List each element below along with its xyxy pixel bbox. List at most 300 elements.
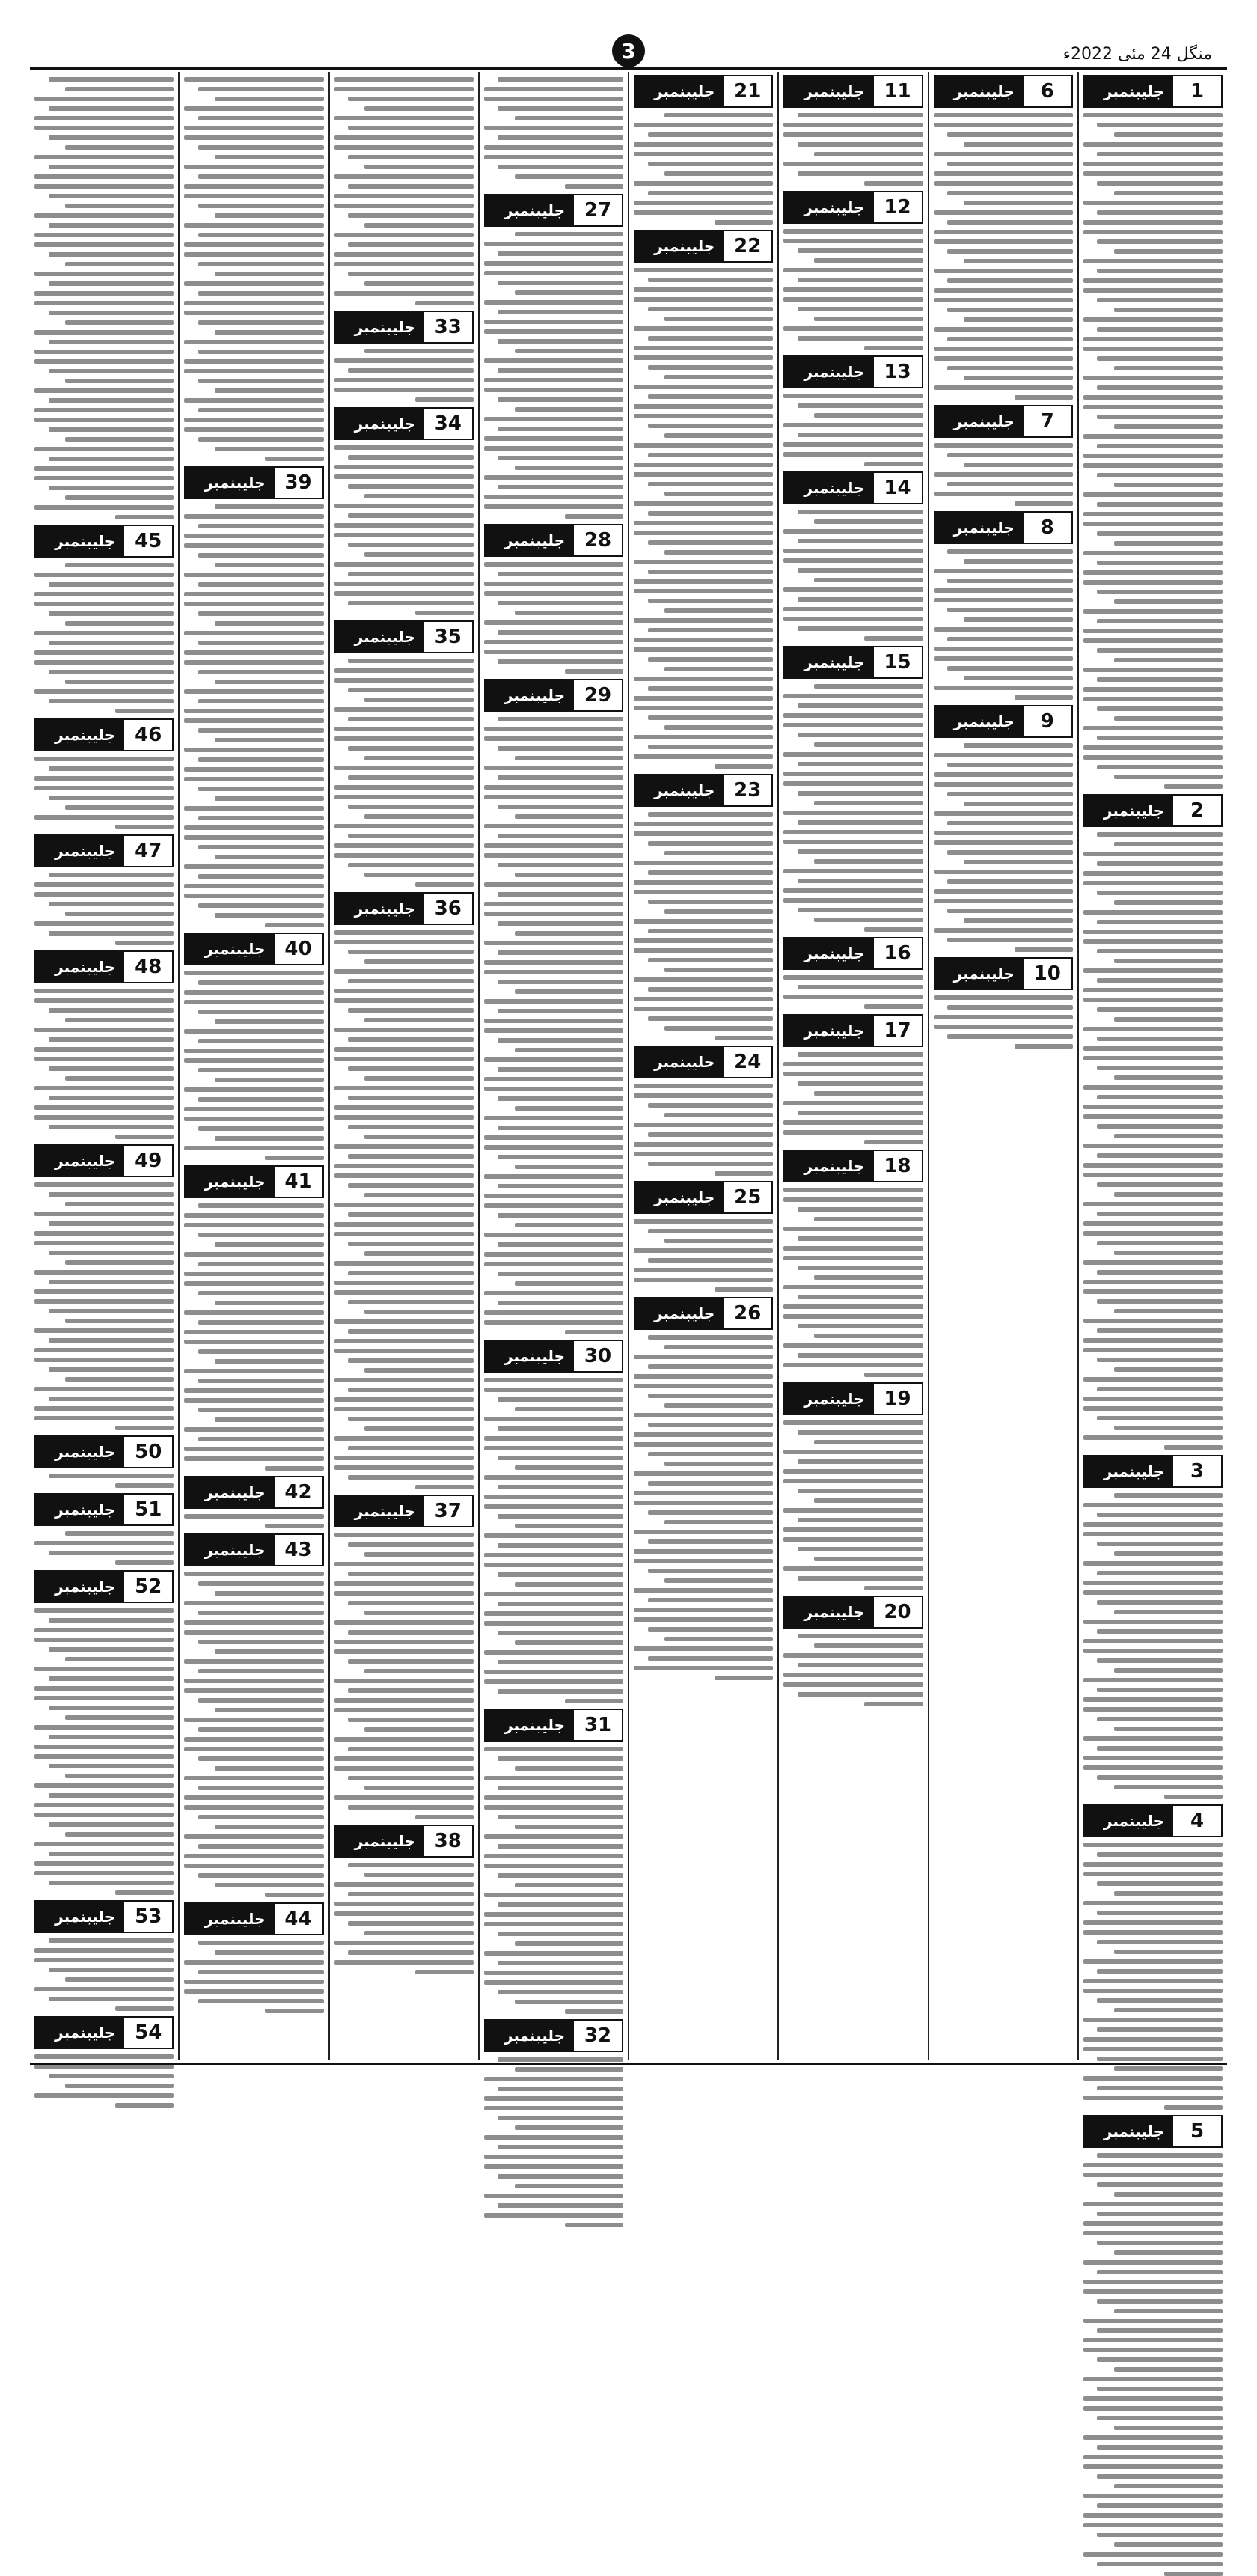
text-line xyxy=(964,676,1072,680)
text-line xyxy=(184,1146,323,1150)
text-line xyxy=(498,1038,623,1043)
text-line xyxy=(348,1688,474,1693)
text-block xyxy=(1083,832,1223,1450)
text-line xyxy=(798,1236,923,1241)
text-line xyxy=(184,1456,323,1461)
text-line xyxy=(1015,695,1073,700)
text-line xyxy=(184,1980,323,1984)
text-line xyxy=(798,733,923,737)
text-line xyxy=(184,1272,323,1276)
text-line xyxy=(814,413,923,418)
text-line xyxy=(364,1251,473,1256)
text-line xyxy=(783,1537,923,1542)
text-line xyxy=(415,301,474,305)
text-line xyxy=(783,1314,923,1319)
text-line xyxy=(184,252,323,257)
text-line xyxy=(49,1968,174,1972)
text-block xyxy=(34,563,174,713)
text-line xyxy=(364,1552,473,1557)
notice-label: جلیبنمبر xyxy=(36,952,124,982)
text-line xyxy=(364,1786,473,1790)
text-line xyxy=(1083,1620,1223,1624)
text-line xyxy=(49,1125,174,1129)
text-line xyxy=(334,1173,474,1178)
text-line xyxy=(198,641,324,645)
text-line xyxy=(515,1640,623,1645)
text-line xyxy=(198,1669,324,1673)
text-line xyxy=(334,1456,474,1460)
text-line xyxy=(1097,1212,1223,1216)
text-line xyxy=(215,1242,323,1247)
text-line xyxy=(964,259,1072,263)
notice-item xyxy=(334,1495,474,1819)
notice-header xyxy=(184,1165,323,1198)
text-block xyxy=(184,971,323,1160)
text-line xyxy=(215,97,323,101)
notice-item xyxy=(34,1570,174,1895)
text-line xyxy=(1114,366,1223,370)
notice-header xyxy=(34,525,174,558)
text-line xyxy=(364,1076,473,1081)
text-line xyxy=(864,1586,923,1590)
text-line xyxy=(515,1582,623,1587)
notice-item xyxy=(184,1476,323,1528)
text-line xyxy=(947,850,1073,855)
text-line xyxy=(1015,1044,1073,1049)
text-line xyxy=(215,1766,323,1771)
text-line xyxy=(498,1990,623,1994)
text-line xyxy=(348,1066,474,1071)
text-line xyxy=(864,1140,923,1144)
notice-header xyxy=(783,1596,923,1629)
notice-header xyxy=(783,75,923,108)
text-line xyxy=(49,902,174,906)
notice-item xyxy=(34,1900,174,2011)
notice-number: 41 xyxy=(275,1167,322,1197)
text-line xyxy=(34,408,174,412)
text-line xyxy=(947,763,1073,767)
notice-label: جلیبنمبر xyxy=(935,76,1024,106)
text-line xyxy=(348,1542,474,1547)
text-line xyxy=(484,1864,623,1868)
text-line xyxy=(334,174,474,179)
text-line xyxy=(798,762,923,766)
text-line xyxy=(1097,1600,1223,1605)
text-line xyxy=(1083,1202,1223,1206)
text-line xyxy=(648,686,774,691)
text-block xyxy=(634,1219,773,1292)
text-line xyxy=(348,688,474,692)
text-line xyxy=(798,1081,923,1086)
text-line xyxy=(715,1171,773,1176)
notice-item xyxy=(1083,2115,1223,2576)
text-line xyxy=(783,268,923,272)
text-line xyxy=(1097,385,1223,390)
text-block xyxy=(634,812,773,1040)
notice-number: 39 xyxy=(275,468,322,498)
text-line xyxy=(1097,2241,1223,2245)
notice-label: جلیبنمبر xyxy=(1085,1456,1173,1486)
text-line xyxy=(49,1647,174,1652)
text-line xyxy=(498,1485,623,1489)
notice-label: جلیبنمبر xyxy=(186,934,274,964)
text-line xyxy=(783,1420,923,1425)
text-line xyxy=(484,2106,623,2110)
text-line xyxy=(348,1388,474,1392)
notice-label: جلیبنمبر xyxy=(635,76,724,106)
text-line xyxy=(1083,1406,1223,1411)
text-line xyxy=(664,1345,773,1349)
text-line xyxy=(1114,1610,1223,1614)
text-line xyxy=(934,269,1073,273)
text-line xyxy=(1114,1251,1223,1255)
text-line xyxy=(334,388,474,392)
notice-label: جلیبنمبر xyxy=(36,836,124,866)
notice-item xyxy=(334,892,474,1489)
text-line xyxy=(348,659,474,663)
text-line xyxy=(184,1107,323,1111)
text-line xyxy=(664,909,773,914)
text-line xyxy=(498,1631,623,1635)
text-line xyxy=(334,465,474,469)
text-line xyxy=(648,570,774,574)
text-line xyxy=(215,1708,323,1712)
text-line xyxy=(348,775,474,780)
text-line xyxy=(34,466,174,471)
text-line xyxy=(184,223,323,228)
text-line xyxy=(34,1182,174,1187)
notice-header xyxy=(484,679,623,712)
notice-header xyxy=(184,466,323,499)
text-line xyxy=(1083,1397,1223,1401)
text-line xyxy=(1097,2086,1223,2090)
column-5 xyxy=(478,72,628,2060)
text-line xyxy=(664,608,773,613)
notice-item xyxy=(34,2016,174,2108)
text-line xyxy=(634,997,773,1001)
notice-number: 17 xyxy=(874,1016,922,1046)
notice-number: 14 xyxy=(874,473,922,503)
text-line xyxy=(498,456,623,460)
text-line xyxy=(215,504,323,509)
text-line xyxy=(798,820,923,825)
text-line xyxy=(49,1221,174,1226)
notice-label: جلیبنمبر xyxy=(935,513,1024,543)
text-line xyxy=(34,116,174,120)
notice-label: جلیبنمبر xyxy=(1085,1806,1173,1836)
text-block xyxy=(334,1533,474,1819)
notice-number: 1 xyxy=(1173,76,1221,106)
text-line xyxy=(198,1408,324,1412)
text-line xyxy=(1083,1581,1223,1585)
text-line xyxy=(215,1649,323,1654)
text-line xyxy=(515,1941,623,1946)
text-line xyxy=(1083,1765,1223,1770)
text-line xyxy=(715,1036,773,1040)
text-line xyxy=(1114,1891,1223,1896)
text-line xyxy=(498,2116,623,2120)
text-line xyxy=(184,427,323,432)
text-line xyxy=(783,1682,923,1687)
text-line xyxy=(498,1272,623,1276)
text-line xyxy=(934,686,1073,690)
notice-number: 46 xyxy=(124,720,172,750)
text-line xyxy=(648,424,774,428)
text-line xyxy=(1114,842,1223,846)
text-line xyxy=(783,1285,923,1289)
text-line xyxy=(49,106,174,111)
text-line xyxy=(864,1373,923,1377)
text-line xyxy=(1097,415,1223,419)
text-line xyxy=(634,861,773,865)
notice-label: جلیبنمبر xyxy=(785,473,873,503)
text-line xyxy=(334,533,474,537)
text-line xyxy=(184,1427,323,1432)
text-line xyxy=(65,680,174,684)
text-line xyxy=(334,1766,474,1771)
text-line xyxy=(634,414,773,418)
text-block xyxy=(783,1188,923,1377)
text-line xyxy=(664,851,773,855)
text-line xyxy=(634,531,773,535)
text-block xyxy=(334,659,474,887)
text-line xyxy=(34,505,174,510)
text-line xyxy=(498,2087,623,2091)
notice-label: جلیبنمبر xyxy=(785,192,873,222)
text-line xyxy=(334,1261,474,1266)
text-line xyxy=(184,1369,323,1373)
text-line xyxy=(648,657,774,662)
text-line xyxy=(34,418,174,422)
notice-label: جلیبنمبر xyxy=(486,680,574,710)
text-line xyxy=(783,772,923,776)
notice-item xyxy=(484,194,623,519)
text-line xyxy=(334,291,474,296)
text-line xyxy=(947,482,1073,486)
notice-label: جلیبنمبر xyxy=(36,1902,124,1932)
text-line xyxy=(1097,356,1223,361)
text-line xyxy=(934,840,1073,845)
text-line xyxy=(498,1155,623,1159)
text-line xyxy=(34,1987,174,1991)
text-line xyxy=(1097,1571,1223,1575)
text-line xyxy=(184,359,323,364)
text-line xyxy=(198,1039,324,1043)
text-block xyxy=(634,268,773,769)
text-line xyxy=(334,562,474,567)
text-block xyxy=(484,232,623,519)
text-line xyxy=(348,746,474,751)
text-line xyxy=(934,230,1073,234)
text-line xyxy=(634,1549,773,1554)
text-line xyxy=(634,123,773,127)
text-line xyxy=(184,1864,323,1868)
text-line xyxy=(334,1047,474,1052)
text-line xyxy=(484,582,623,586)
text-line xyxy=(1083,113,1223,117)
text-line xyxy=(198,1815,324,1819)
text-line xyxy=(648,1510,774,1515)
text-line xyxy=(1097,531,1223,536)
text-line xyxy=(215,1591,323,1596)
text-line xyxy=(1097,1969,1223,1974)
text-line xyxy=(484,727,623,731)
text-line xyxy=(715,1676,773,1680)
text-line xyxy=(484,2096,623,2101)
text-line xyxy=(184,281,323,286)
text-line xyxy=(515,1281,623,1286)
text-line xyxy=(648,365,774,370)
text-block xyxy=(634,113,773,225)
text-line xyxy=(664,1239,773,1243)
text-line xyxy=(65,1319,174,1323)
text-line xyxy=(1083,697,1223,701)
text-line xyxy=(484,960,623,965)
text-line xyxy=(648,1569,774,1573)
text-line xyxy=(484,1320,623,1325)
text-line xyxy=(1083,1959,1223,1964)
text-line xyxy=(664,171,773,176)
text-line xyxy=(715,764,773,769)
notice-header xyxy=(783,1014,923,1047)
text-line xyxy=(1097,2027,1223,2032)
text-line xyxy=(1097,891,1223,895)
text-line xyxy=(783,1304,923,1309)
text-line xyxy=(1097,677,1223,682)
text-line xyxy=(1097,561,1223,565)
text-line xyxy=(348,272,474,276)
text-line xyxy=(364,1426,473,1431)
text-line xyxy=(783,297,923,302)
text-line xyxy=(484,1563,623,1567)
text-block xyxy=(484,562,623,674)
text-line xyxy=(1083,726,1223,730)
text-line xyxy=(648,900,774,904)
text-line xyxy=(515,1106,623,1111)
notice-number: 35 xyxy=(424,622,472,652)
text-line xyxy=(334,1164,474,1168)
text-line xyxy=(934,831,1073,835)
text-line xyxy=(934,239,1073,244)
text-line xyxy=(348,863,474,867)
notice-label: جلیبنمبر xyxy=(36,1437,124,1467)
notice-label: جلیبنمبر xyxy=(36,526,124,556)
notice-item xyxy=(34,718,174,829)
notice-item xyxy=(783,1596,923,1706)
text-line xyxy=(515,1165,623,1169)
text-line xyxy=(664,1520,773,1524)
text-line xyxy=(565,184,623,189)
text-line xyxy=(364,223,473,228)
text-line xyxy=(634,754,773,759)
text-line xyxy=(1083,1872,1223,1876)
text-line xyxy=(515,174,623,179)
text-line xyxy=(947,879,1073,884)
text-line xyxy=(34,1028,174,1032)
text-line xyxy=(34,184,174,189)
notice-number: 16 xyxy=(874,938,922,968)
text-line xyxy=(648,1452,774,1456)
notice-header xyxy=(634,1046,773,1078)
text-line xyxy=(498,980,623,984)
text-line xyxy=(515,1223,623,1227)
text-line xyxy=(184,514,323,519)
text-line xyxy=(498,1184,623,1188)
notice-label: جلیبنمبر xyxy=(1085,796,1173,825)
notice-label: جلیبنمبر xyxy=(935,706,1024,736)
text-line xyxy=(198,1349,324,1354)
text-line xyxy=(498,1426,623,1431)
text-line xyxy=(215,1825,323,1829)
text-line xyxy=(634,822,773,826)
text-line xyxy=(198,728,324,733)
text-line xyxy=(364,1193,473,1197)
text-line xyxy=(947,938,1073,942)
text-line xyxy=(1114,424,1223,429)
text-line xyxy=(198,1010,324,1014)
text-line xyxy=(348,601,474,605)
text-line xyxy=(1083,2552,1223,2557)
text-line xyxy=(1083,2513,1223,2518)
text-block xyxy=(634,1335,773,1680)
text-line xyxy=(498,1397,623,1402)
text-line xyxy=(648,1598,774,1602)
text-line xyxy=(348,1892,474,1896)
text-line xyxy=(798,1576,923,1581)
notice-label: جلیبنمبر xyxy=(336,312,424,342)
text-line xyxy=(484,2213,623,2218)
notice-item xyxy=(1083,794,1223,1450)
notice-number: 6 xyxy=(1024,76,1071,106)
text-line xyxy=(184,1620,323,1625)
text-line xyxy=(1083,376,1223,380)
text-line xyxy=(198,1970,324,1974)
notice-label: جلیبنمبر xyxy=(635,1298,724,1328)
text-line xyxy=(484,2135,623,2140)
text-line xyxy=(634,919,773,924)
notice-item xyxy=(34,834,174,945)
text-line xyxy=(783,123,923,127)
text-line xyxy=(198,1611,324,1615)
text-line xyxy=(498,106,623,111)
text-line xyxy=(1083,1678,1223,1682)
text-block xyxy=(484,1747,623,2014)
notice-item xyxy=(783,75,923,186)
text-line xyxy=(49,796,174,800)
notice-item xyxy=(934,75,1073,400)
text-block xyxy=(484,77,623,189)
text-line xyxy=(65,912,174,916)
text-line xyxy=(34,882,174,887)
text-line xyxy=(964,317,1072,322)
text-line xyxy=(334,1436,474,1441)
text-line xyxy=(783,811,923,815)
text-line xyxy=(648,599,774,603)
text-line xyxy=(1083,1231,1223,1236)
text-line xyxy=(484,1087,623,1091)
text-line xyxy=(364,756,473,760)
text-line xyxy=(648,540,774,545)
text-line xyxy=(334,736,474,741)
text-line xyxy=(1097,736,1223,740)
text-block xyxy=(1083,113,1223,789)
text-line xyxy=(1083,1639,1223,1643)
text-line xyxy=(1083,580,1223,585)
text-line xyxy=(783,607,923,611)
text-line xyxy=(1083,1979,1223,1983)
text-line xyxy=(498,921,623,926)
text-line xyxy=(783,132,923,137)
